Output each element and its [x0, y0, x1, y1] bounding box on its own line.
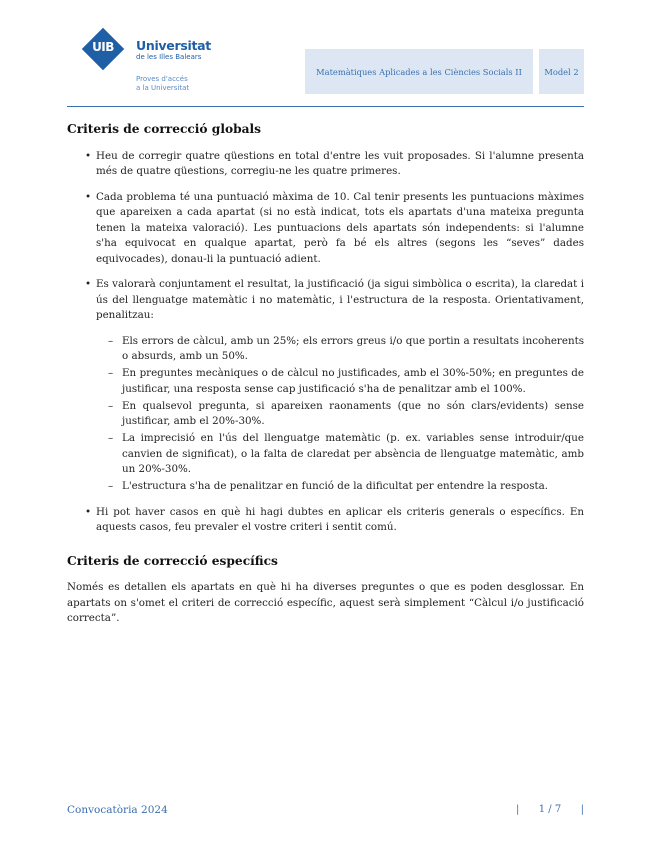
subject-title: Matemàtiques Aplicades a les Ciències Socials II [316, 66, 522, 77]
university-subtitle: de les Illes Balears [136, 53, 202, 61]
logo-tagline-line-2: a la Universitat [136, 84, 190, 92]
model-box [539, 49, 584, 94]
penalty-item: – L'estructura s'ha de penalitzar en funció de la dificultat per entendre la resposta. [96, 479, 584, 495]
section-title-specific: Criteris de correcció específics [67, 553, 278, 568]
specific-criteria-paragraph: Només es detallen els apartats en què hi ha diverses preguntes o que es poden desglossar. En apartats on s'omet el criteri de correcció específic, aquest serà simplement “Càlcul i/o justificació correcta”. [67, 581, 584, 624]
footer-session: Convocatòria 2024 [67, 804, 168, 816]
list-item [67, 505, 584, 536]
logo-mark: UIB [92, 40, 114, 54]
page-number: 1 / 7 [538, 804, 562, 815]
model-label: Model 2 [544, 66, 579, 77]
bullet-text: Hi pot haver casos en què hi hagi dubtes en aplicar els criteris generals o específics. En aquests casos, feu prevaler el vostre criteri i sentit comú. [96, 505, 584, 533]
specific-criteria-section [67, 554, 584, 627]
university-logo [84, 30, 214, 96]
global-criteria-list [67, 149, 584, 536]
section-title-global: Criteris de correcció globals [67, 122, 261, 136]
header-divider [67, 106, 584, 107]
subject-box [305, 49, 533, 94]
footer-separator-right: | [580, 804, 584, 815]
university-name: Universitat [136, 38, 211, 53]
list-item [67, 149, 584, 180]
penalty-item: – Els errors de càlcul, amb un 25%; els errors greus i/o que portin a resultats incoherents o absurds, amb un 50%. [96, 334, 584, 365]
list-item [67, 277, 584, 495]
bullet-text: Cada problema té una puntuació màxima de 10. Cal tenir presents les puntuacions màximes que apareixen a cada apartat (si no està indicat, tots els apartats d'una mateixa pregunta tenen la mateixa valoració). Les puntuacions dels apartats són independents: si l'alumne s'ha equivocat en qualque apartat, però fa bé els altres (segons les “seves” dades equivocades), donau-li la puntuació adient. [96, 190, 584, 265]
footer-page-indicator [516, 804, 584, 815]
page-content [67, 122, 584, 627]
footer-separator-left: | [516, 804, 520, 815]
penalty-item: – En preguntes mecàniques o de càlcul no justificades, amb el 30%-50%; en preguntes de justificar, una resposta sense cap justificació s'ha de penalitzar amb el 100%. [96, 366, 584, 397]
bullet-text: Heu de corregir quatre qüestions en total d'entre les vuit proposades. Si l'alumne presenta més de quatre qüestions, corregiu-ne les quatre primeres. [96, 149, 584, 177]
bullet-text: Es valorarà conjuntament el resultat, la justificació (ja sigui simbòlica o escrita), la claredat i ús del llenguatge matemàtic i no matemàtic, i l'estructura de la resposta. Orientativament, penalitzau: [96, 278, 584, 321]
list-item [67, 190, 584, 268]
penalty-item: – La imprecisió en l'ús del llenguatge matemàtic (p. ex. variables sense introduir/que canvien de significat), o la falta de claredat per absència de llenguatge matemàtic, amb un 20%-30%. [96, 431, 584, 478]
penalties-list [96, 334, 584, 495]
logo-tagline [136, 75, 189, 93]
logo-tagline-line-1: Proves d'accés [136, 75, 188, 83]
penalty-item: – En qualsevol pregunta, si apareixen raonaments (que no són clars/evidents) sense justificar, amb el 20%-30%. [96, 399, 584, 430]
